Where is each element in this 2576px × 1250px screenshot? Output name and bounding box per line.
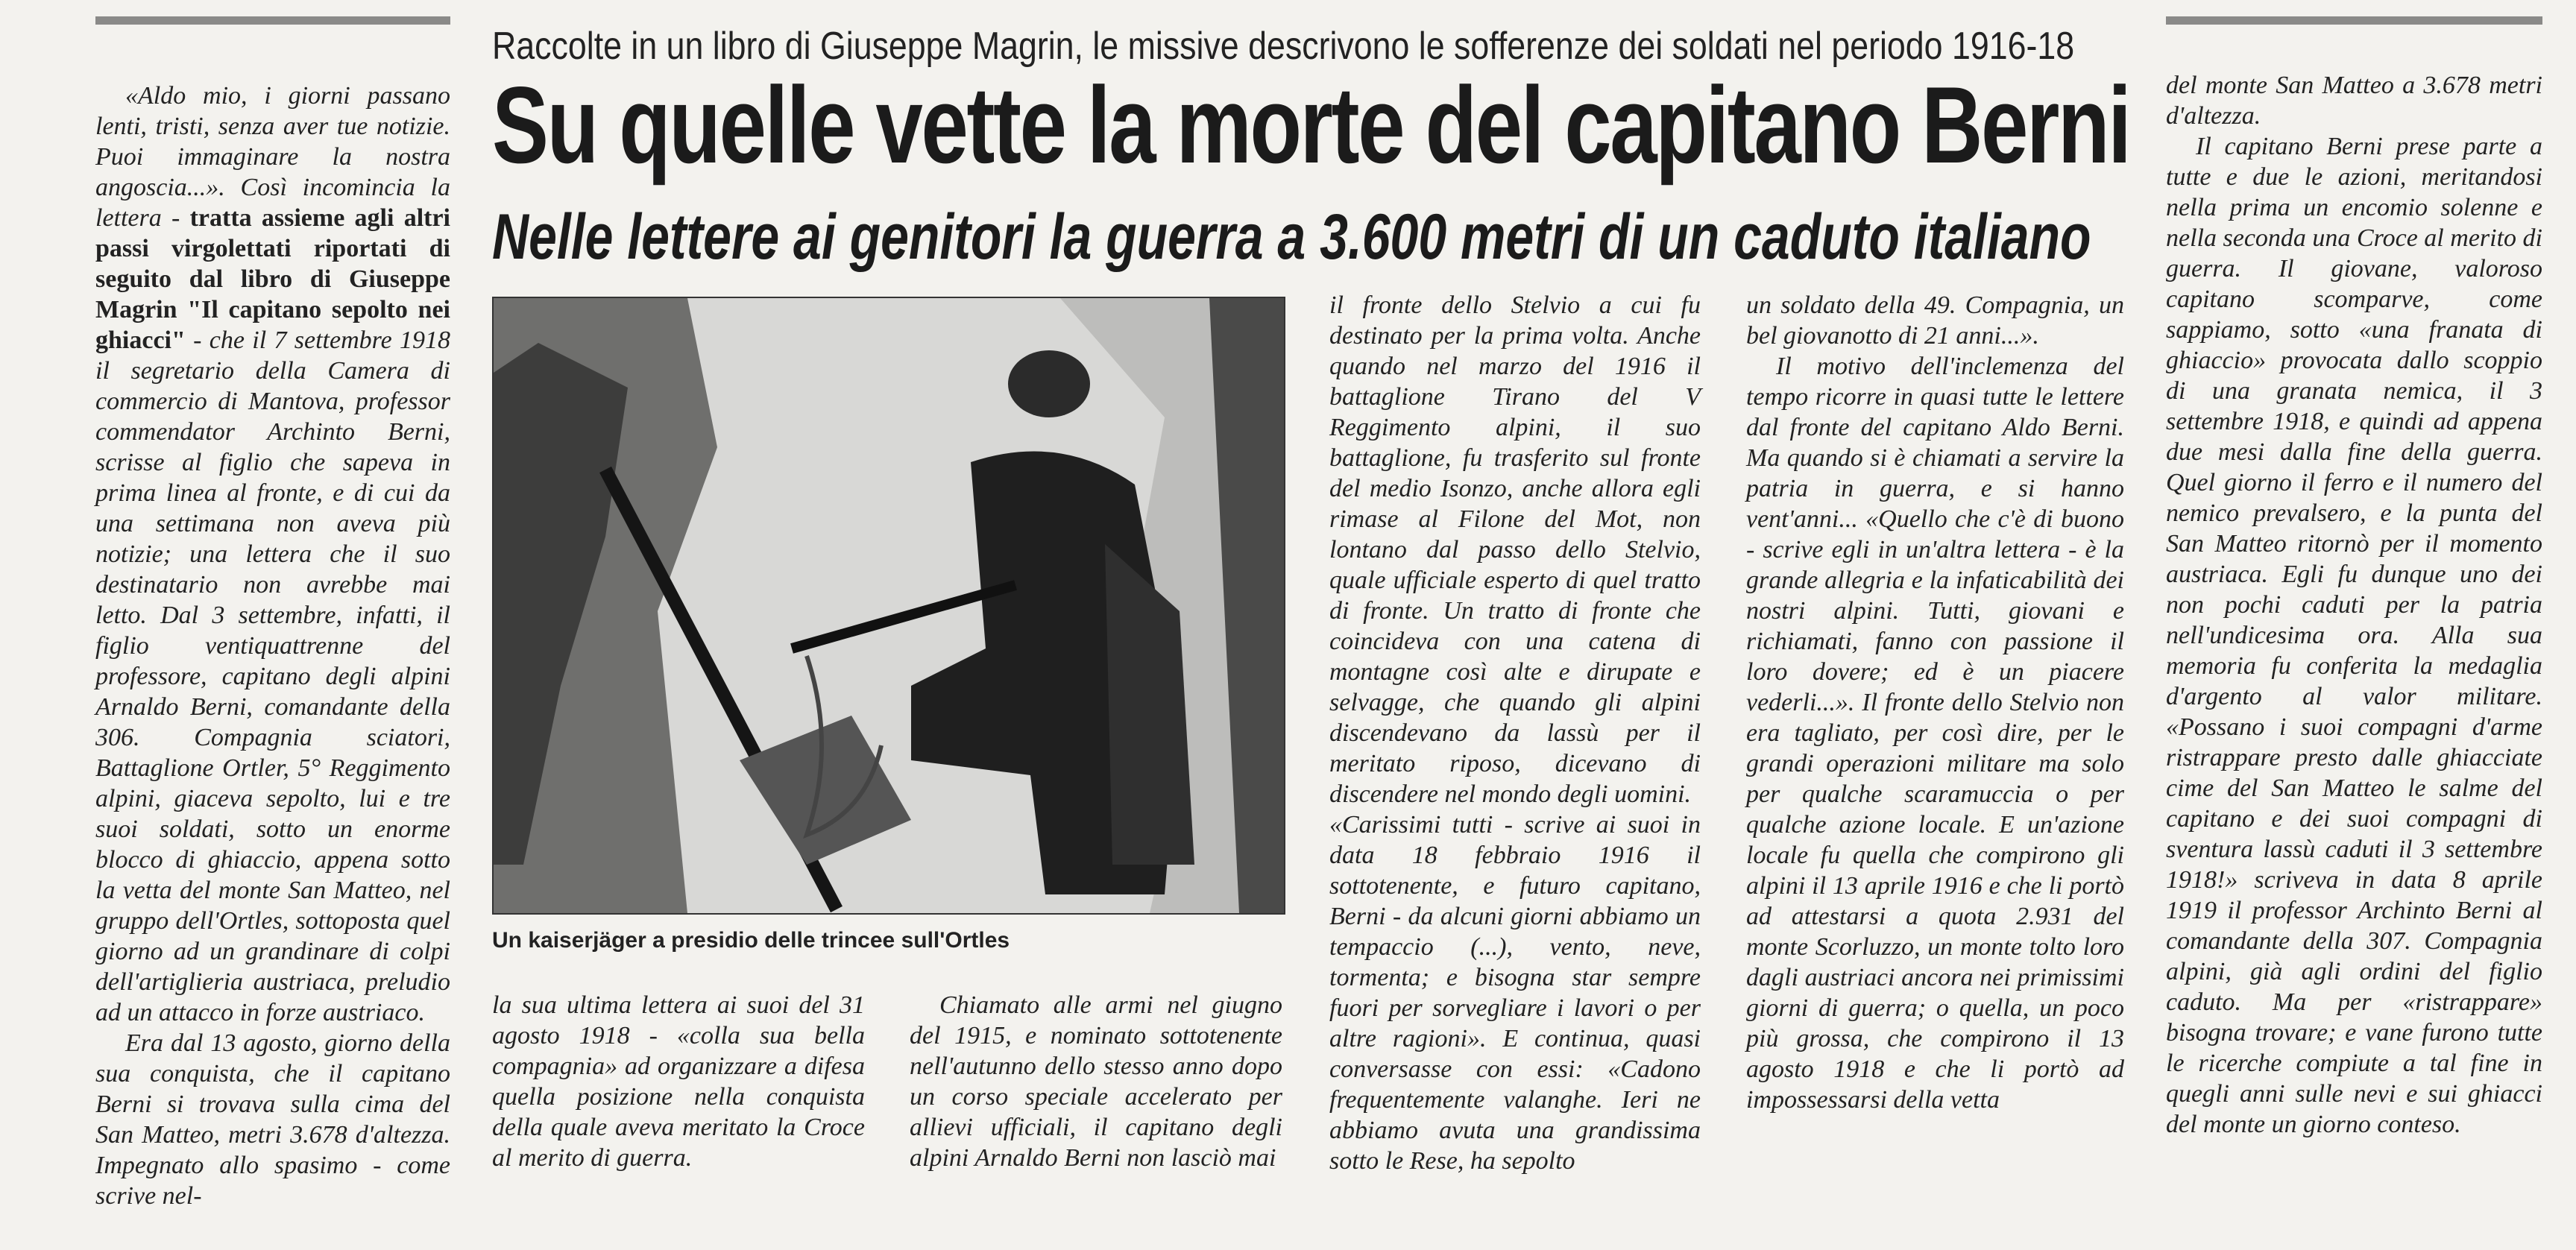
col2-paragraph: la sua ultima lettera ai suoi del 31 agosto 1918 - «colla sua bella compagnia» ad organizzare a difesa quella posizione nella conquista della quale aveva meritato la Croce al merito di guerra. — [492, 991, 865, 1172]
col1-paragraph-2: Era dal 13 agosto, giorno della sua conquista, che il capitano Berni si trovava sulla cima del San Matteo, metri 3.678 d'altezza. Impegnato allo spasimo - come scrive nel- — [95, 1029, 450, 1210]
soldier-photo-illustration — [494, 298, 1284, 913]
col4-paragraph-2: «Carissimi tutti - scrive ai suoi in data 18 febbraio 1916 il sottotenente, e futuro capitano, Berni - da alcuni giorni abbiamo un tempaccio (...), vento, neve, tormenta; e bisogna star sempre fuori per sorvegliare i lavori o per altre ragioni». E continua, quasi conversasse con essi: «Cadono frequentemente valanghe. Ieri ne abbiamo avuta una grandissima sotto le Rese, ha sepolto — [1329, 811, 1701, 1175]
column-5 — [1746, 290, 2124, 1115]
column-3 — [910, 990, 1282, 1173]
col5-paragraph-2: Il motivo dell'inclemenza del tempo ricorre in quasi tutte le lettere dal fronte del capitano Aldo Berni. Ma quando si è chiamati a servire la patria in guerra, e si hanno vent'anni... «Quello che c'è di buono - scrive egli in un'altra lettera - è la grande allegria e la infaticabilità dei nostri alpini. Tutti, giovani e richiamati, fanno con passione il loro dovere; ed è un piacere vederli...». Il fronte dello Stelvio non era tagliato, per così dire, per le grandi operazioni militare ma solo per qualche scaramuccia o per qualche azione locale. E un'azione locale fu quella che compirono gli alpini il 13 aprile 1916 e che li portò ad attestarsi a quota 2.931 del monte Scorluzzo, un monte tolto loro dagli austriaci ancora nei primissimi giorni di guerra; o quella, un poco più grossa, che compirono il 13 agosto 1918 e che li portò ad impossessarsi della vetta — [1746, 353, 2124, 1114]
col3-paragraph: Chiamato alle armi nel giugno del 1915, e nominato sottotenente nell'autunno dello stesso anno dopo un corso speciale accelerato per allievi ufficiali, il capitano degli alpini Arnaldo Berni non lasciò mai — [910, 991, 1282, 1172]
col4-paragraph-1: il fronte dello Stelvio a cui fu destinato per la prima volta. Anche quando nel marzo del 1916 il battaglione Tirano del V Reggimento alpini, il suo battaglione, fu trasferito sul fronte del medio Isonzo, anche allora egli rimase al Filone del Mot, non lontano dal passo dello Stelvio, quale ufficiale esperto di quel tratto di fronte. Un tratto di fronte che coincideva con una catena di montagne così alte e dirupate e selvagge, che quando gli alpini discendevano da lassù per il meritato riposo, dicevano di discendere nel mondo degli uomini. — [1329, 291, 1701, 808]
top-rule-right — [2166, 16, 2542, 25]
photo — [492, 297, 1285, 915]
col5-paragraph-1: un soldato della 49. Compagnia, un bel giovanotto di 21 anni...». — [1746, 291, 2124, 350]
column-2 — [492, 990, 865, 1173]
column-4 — [1329, 290, 1701, 1176]
col6-paragraph-2: Il capitano Berni prese parte a tutte e due le azioni, meritandosi nella prima un encomio solenne e nella seconda una Croce al merito di guerra. Il giovane, valoroso capitano scomparve, come sappiamo, sotto «una franata di ghiaccio» provocata dallo scoppio di una granata nemica, il 3 settembre 1918, e quindi ad appena due mesi dalla fine della guerra. Quel giorno il ferro e il numero del nemico prevalsero, e la punta del San Matteo ritornò per il momento austriaca. Egli fu dunque uno dei non pochi caduti per la patria nell'undicesima ora. Alla sua memoria fu conferita la medaglia d'argento al valor militare. «Possano i suoi compagni d'arme ristrappare presto dalle ghiacciate cime del San Matteo le salme del capitano e dei suoi compagni di sventura lassù caduti il 3 settembre 1918!» scriveva in data 8 aprile 1919 il professor Archinto Berni al comandante della 307. Compagnia alpini, già agli ordini del figlio caduto. Ma per «ristrappare» bisogna trovare; e vane furono tutte le ricerche compiute a tal fine in quegli anni sulle nevi e sui ghiacci del monte un giorno conteso. — [2166, 133, 2542, 1138]
subhead: Nelle lettere ai genitori la guerra a 3.600 metri di un caduto italiano — [492, 201, 2091, 273]
col1-bold-citation: tratta assieme agli altri passi virgolettati riportati di seguito dal libro di Giuseppe Magrin "Il capitano sepolto nei ghiacci" — [95, 204, 450, 354]
headline: Su quelle vette la morte del capitano Berni — [492, 64, 2130, 186]
column-1 — [95, 81, 450, 1211]
col1-paragraph-1: «Aldo mio, i giorni passano lenti, tristi, senza aver tue notizie. Puoi immaginare la nostra angoscia...». Così incomincia la lettera - tratta assieme agli altri passi virgolettati riportati di seguito dal libro di Giuseppe Magrin "Il capitano sepolto nei ghiacci" - che il 7 settembre 1918 il segretario della Camera di commercio di Mantova, professor commendator Archinto Berni, scrisse al figlio che sapeva in prima linea al fronte, e di cui da una settimana non aveva più notizie; una lettera che il suo destinatario non avrebbe mai letto. Dal 3 settembre, infatti, il figlio ventiquattrenne del professore, capitano degli alpini Arnaldo Berni, comandante della 306. Compagnia sciatori, Battaglione Ortler, 5° Reggimento alpini, giaceva sepolto, lui e tre suoi soldati, sotto un enorme blocco di ghiaccio, appena sotto la vetta del monte San Matteo, nel gruppo dell'Ortles, sottoposta quel giorno ad un grandinare di colpi dell'artiglieria austriaca, preludio ad un attacco in forze austriaco. — [95, 82, 450, 1026]
col6-paragraph-1: del monte San Matteo a 3.678 metri d'altezza. — [2166, 72, 2542, 130]
column-6 — [2166, 70, 2542, 1140]
photo-caption: Un kaiserjäger a presidio delle trincee sull'Ortles — [492, 928, 1010, 953]
top-rule-left — [95, 16, 450, 25]
kicker: Raccolte in un libro di Giuseppe Magrin, le missive descrivono le sofferenze dei soldati nel periodo 1916-18 — [492, 25, 2075, 68]
